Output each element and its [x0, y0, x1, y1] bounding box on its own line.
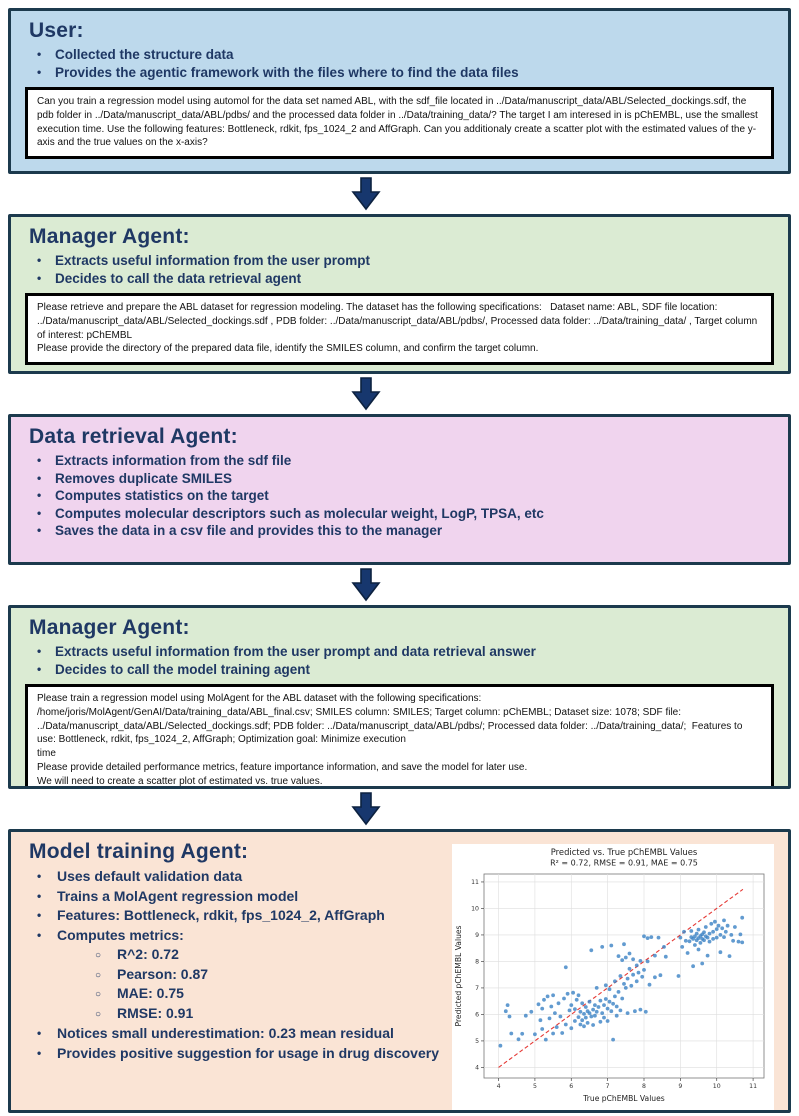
bullet-item: • Extracts useful information from the user prompt and data retrieval answer [31, 643, 774, 661]
model-training-bullet-list [31, 867, 448, 945]
svg-text:R² = 0.72, RMSE = 0.91, MAE =: R² = 0.72, RMSE = 0.91, MAE = 0.75 [550, 858, 698, 868]
svg-text:10: 10 [471, 905, 479, 913]
section-title-model-training: Model training Agent: [29, 840, 249, 863]
svg-text:Predicted vs. True pChEMBL Val: Predicted vs. True pChEMBL Values [550, 847, 698, 857]
bullet-item: • Computes molecular descriptors such as molecular weight, LogP, TPSA, etc [31, 505, 774, 523]
svg-text:7: 7 [475, 984, 479, 992]
flow-gap [8, 374, 791, 414]
bullet-item: • Extracts useful information from the user prompt [31, 252, 774, 270]
svg-text:8: 8 [475, 958, 479, 966]
bullet-item: • Computes statistics on the target [31, 487, 774, 505]
svg-text:9: 9 [475, 931, 479, 939]
bullet-item: • Provides positive suggestion for usage in drug discovery [31, 1044, 448, 1064]
bullet-item: • Computes metrics: [31, 926, 448, 946]
bullet-item: • Decides to call the model training agent [31, 661, 774, 679]
bullet-item: • Notices small underestimation: 0.23 mean residual [31, 1024, 448, 1044]
section-model-training-agent [8, 829, 791, 1113]
section-user [8, 8, 791, 174]
svg-text:4: 4 [496, 1083, 501, 1090]
svg-text:6: 6 [475, 1011, 479, 1019]
svg-text:5: 5 [475, 1037, 479, 1045]
svg-text:5: 5 [532, 1083, 537, 1090]
down-arrow-icon [351, 568, 381, 602]
data-retrieval-bullet-list [31, 452, 774, 540]
section-title-user: User: [29, 19, 84, 42]
flow-gap [8, 174, 791, 214]
metrics-sublist [91, 945, 448, 1023]
scatter-plot [452, 844, 774, 1110]
bullet-item: • Decides to call the data retrieval agent [31, 270, 774, 288]
down-arrow-icon [351, 792, 381, 826]
scatter-plot-figure [452, 844, 774, 1110]
metric-item: ○ MAE: 0.75 [91, 984, 448, 1004]
svg-text:8: 8 [642, 1083, 646, 1090]
manager-1-request-box: Please retrieve and prepare the ABL dataset for regression modeling. The dataset has the following specifications: Dataset name: ABL, SDF file location: ../Data/manuscript_data/ABL/Selected_dockings.sdf , PDB folder: ../Data/manuscript_data/ABL/pdbs/, Processed data folder: ../Data/training_data/ , Target column of interest: pChEMBL Please provide the directory of the prepared data file, identify the SMILES column, and confirm the target column. [25, 293, 774, 365]
section-data-retrieval-agent [8, 414, 791, 565]
section-title-data-retrieval: Data retrieval Agent: [29, 425, 238, 448]
down-arrow-icon [351, 377, 381, 411]
svg-text:Predicted pChEMBL Values: Predicted pChEMBL Values [454, 925, 463, 1027]
down-arrow-icon [351, 177, 381, 211]
svg-text:4: 4 [475, 1064, 479, 1072]
svg-text:6: 6 [569, 1083, 574, 1090]
metric-item: ○ R^2: 0.72 [91, 945, 448, 965]
section-title-manager-1: Manager Agent: [29, 225, 190, 248]
model-training-text-column [25, 838, 452, 1102]
bullet-item: • Saves the data in a csv file and provides this to the manager [31, 522, 774, 540]
manager-1-bullet-list [31, 252, 774, 287]
metric-item: ○ Pearson: 0.87 [91, 965, 448, 985]
bullet-item: • Uses default validation data [31, 867, 448, 887]
manager-2-bullet-list [31, 643, 774, 678]
bullet-item: • Removes duplicate SMILES [31, 470, 774, 488]
bullet-item: • Trains a MolAgent regression model [31, 887, 448, 907]
svg-text:11: 11 [471, 878, 479, 886]
metric-item: ○ RMSE: 0.91 [91, 1004, 448, 1024]
section-manager-agent-1 [8, 214, 791, 374]
svg-text:True pChEMBL Values: True pChEMBL Values [583, 1094, 665, 1103]
bullet-item: • Collected the structure data [31, 46, 774, 64]
user-bullet-list [31, 46, 774, 81]
bullet-item: • Provides the agentic framework with the files where to find the data files [31, 64, 774, 82]
svg-text:11: 11 [749, 1083, 758, 1090]
bullet-item: • Features: Bottleneck, rdkit, fps_1024_2, AffGraph [31, 906, 448, 926]
model-training-bullet-list-2 [31, 1024, 448, 1063]
svg-text:7: 7 [605, 1083, 610, 1090]
svg-text:10: 10 [712, 1083, 721, 1090]
manager-2-request-box: Please train a regression model using MolAgent for the ABL dataset with the following specifications: /home/joris/MolAgent/GenAI/Data/training_data/ABL_final.csv; SMILES column: SMILES; Target column: pChEMBL; Dataset size: 1078; SDF file: ../Data/manuscript_data/ABL/Selected_dockings.sdf; PDB folder: ../Data/manuscript_data/ABL/pdbs/; Processed data folder: ../Data/training_data/; Features to use: Bottleneck, rdkit, fps_1024_2, AffGraph; Optimization goal: Minimize execution time Please provide detailed performance metrics, feature importance information, and save the model for later use. We will need to create a scatter plot of estimated vs. true values. [25, 684, 774, 789]
section-manager-agent-2 [8, 605, 791, 789]
user-prompt-box: Can you train a regression model using automol for the data set named ABL, with the sdf_file located in ../Data/manuscript_data/ABL/Selected_dockings.sdf, the pdb folder in ../Data/manuscript_data/ABL/pdbs/ and the processed data folder in ../Data/training_data/? The target I am interesed in is pChEMBL, use the smallest execution time. Use the following features: Bottleneck, rdkit, fps_1024_2 and AffGraph. Can you additionaly create a scatter plot with the estimated values of the y-axis and the true values on the x-axis? [25, 87, 774, 159]
bullet-item: • Extracts information from the sdf file [31, 452, 774, 470]
section-title-manager-2: Manager Agent: [29, 616, 190, 639]
flow-gap [8, 789, 791, 829]
flow-gap [8, 565, 791, 605]
svg-text:9: 9 [678, 1083, 683, 1090]
